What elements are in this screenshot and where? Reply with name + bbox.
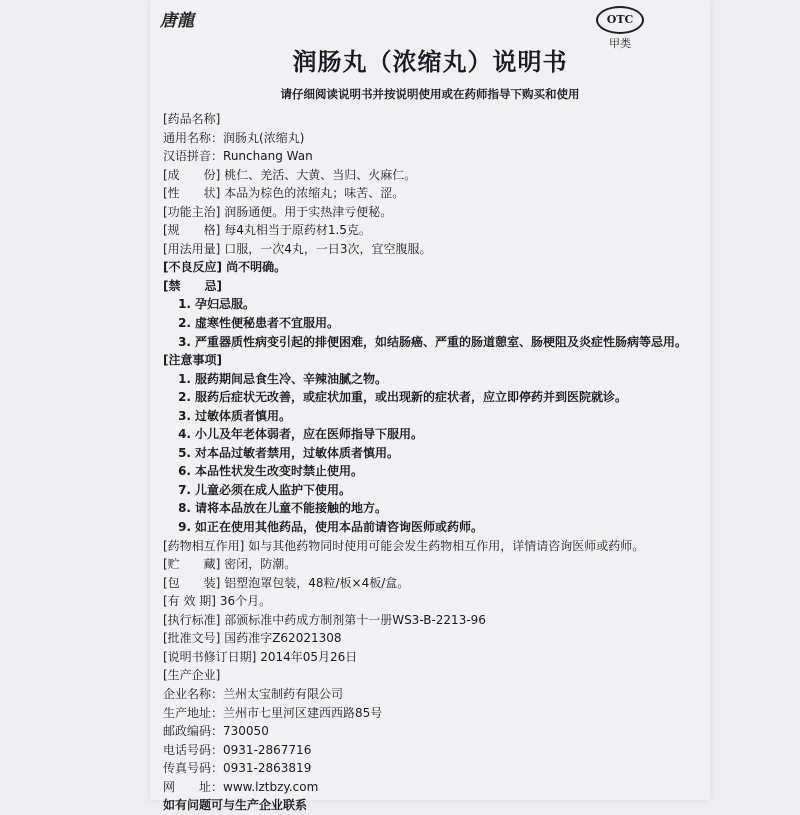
indications-label: [功能主治] bbox=[163, 204, 221, 219]
list-item-number: 4. bbox=[178, 427, 191, 442]
list-item bbox=[163, 444, 703, 463]
generic-name-value: 润肠丸(浓缩丸) bbox=[223, 130, 305, 145]
specification-label: [规 格] bbox=[163, 223, 221, 238]
list-item bbox=[163, 499, 703, 518]
validity-label: [有 效 期] bbox=[163, 594, 216, 609]
list-item-text: 如正在使用其他药品，使用本品前请咨询医师或药师。 bbox=[195, 520, 484, 535]
specification-row bbox=[163, 221, 703, 240]
interactions-value: 如与其他药物同时使用可能会发生药物相互作用，详情请咨询医师或药师。 bbox=[248, 538, 645, 553]
list-item bbox=[163, 333, 703, 352]
generic-name-row bbox=[163, 129, 703, 148]
address-row bbox=[163, 704, 703, 723]
approval-value: 国药准字Z62021308 bbox=[224, 631, 342, 646]
list-item-number: 9. bbox=[178, 520, 191, 535]
standard-label: [执行标准] bbox=[163, 612, 221, 627]
generic-name-label: 通用名称： bbox=[163, 130, 224, 145]
approval-row bbox=[163, 629, 703, 648]
website-label: 网 址： bbox=[163, 779, 224, 794]
list-item bbox=[163, 295, 703, 314]
otc-badge: OTC bbox=[596, 6, 644, 34]
packaging-row bbox=[163, 574, 703, 593]
otc-class-label: 甲类 bbox=[609, 37, 631, 50]
pinyin-row bbox=[163, 147, 703, 166]
list-item-text: 过敏体质者慎用。 bbox=[195, 408, 292, 423]
precautions-list bbox=[163, 370, 703, 537]
validity-value: 36个月。 bbox=[219, 594, 272, 609]
company-name-label: 企业名称： bbox=[163, 686, 224, 701]
specification-value: 每4丸相当于原药材1.5克。 bbox=[224, 223, 371, 238]
list-item-text: 服药后症状无改善，或症状加重，或出现新的症状者，应立即停药并到医院就诊。 bbox=[195, 390, 628, 405]
list-item bbox=[163, 425, 703, 444]
contraindications-heading: [禁 忌] bbox=[163, 278, 222, 293]
revision-row bbox=[163, 648, 703, 667]
contact-note: 如有问题可与生产企业联系 bbox=[163, 798, 308, 813]
appearance-label: [性 状] bbox=[163, 186, 221, 201]
revision-label: [说明书修订日期] bbox=[163, 649, 257, 664]
website-row bbox=[163, 778, 703, 797]
document-subtitle: 请仔细阅读说明书并按说明使用或在药师指导下购买和使用 bbox=[280, 87, 580, 101]
list-item-number: 5. bbox=[178, 445, 191, 460]
list-item bbox=[163, 407, 703, 426]
dosage-row bbox=[163, 240, 703, 259]
pinyin-value: Runchang Wan bbox=[223, 149, 313, 164]
postcode-label: 邮政编码： bbox=[163, 724, 224, 739]
document-title: 润肠丸（浓缩丸）说明书 bbox=[292, 48, 568, 76]
phone-row bbox=[163, 741, 703, 760]
manufacturer-heading: [生产企业] bbox=[163, 668, 221, 683]
address-value: 兰州市七里河区建西西路85号 bbox=[223, 705, 383, 720]
packaging-value: 铝塑泡罩包装，48粒/板×4板/盒。 bbox=[224, 575, 410, 590]
list-item bbox=[163, 481, 703, 500]
appearance-row bbox=[163, 184, 703, 203]
storage-row bbox=[163, 555, 703, 574]
precautions-heading: [注意事项] bbox=[163, 353, 222, 368]
fax-row bbox=[163, 759, 703, 778]
adverse-label: [不良反应] bbox=[163, 260, 222, 275]
ingredients-value: 桃仁、羌活、大黄、当归、火麻仁。 bbox=[224, 167, 417, 182]
fax-label: 传真号码： bbox=[163, 761, 224, 776]
indications-row bbox=[163, 203, 703, 222]
list-item bbox=[163, 314, 703, 333]
revision-value: 2014年05月26日 bbox=[260, 649, 358, 664]
list-item-number: 1. bbox=[178, 371, 191, 386]
interactions-row bbox=[163, 537, 703, 556]
list-item-text: 小儿及年老体弱者，应在医师指导下服用。 bbox=[195, 427, 424, 442]
pinyin-label: 汉语拼音： bbox=[163, 149, 224, 164]
dosage-value: 口服，一次4丸，一日3次，宜空腹服。 bbox=[224, 241, 432, 256]
leaflet-content bbox=[163, 110, 703, 815]
address-label: 生产地址： bbox=[163, 705, 224, 720]
packaging-label: [包 装] bbox=[163, 575, 221, 590]
list-item-number: 2. bbox=[178, 390, 191, 405]
list-item-number: 6. bbox=[178, 464, 191, 479]
list-item-number: 7. bbox=[178, 482, 191, 497]
adverse-row bbox=[163, 258, 703, 277]
list-item-text: 服药期间忌食生冷、辛辣油腻之物。 bbox=[195, 371, 388, 386]
indications-value: 润肠通便。用于实热津亏便秘。 bbox=[224, 204, 393, 219]
list-item-text: 请将本品放在儿童不能接触的地方。 bbox=[195, 501, 388, 516]
approval-label: [批准文号] bbox=[163, 631, 221, 646]
brand-logo: 唐龍 bbox=[160, 11, 194, 31]
company-name-value: 兰州太宝制药有限公司 bbox=[223, 686, 344, 701]
list-item bbox=[163, 370, 703, 389]
list-item-number: 1. bbox=[178, 297, 191, 312]
contraindications-list bbox=[163, 295, 703, 351]
postcode-row bbox=[163, 722, 703, 741]
appearance-value: 本品为棕色的浓缩丸；味苦、涩。 bbox=[224, 186, 405, 201]
list-item bbox=[163, 462, 703, 481]
phone-label: 电话号码： bbox=[163, 742, 224, 757]
storage-value: 密闭，防潮。 bbox=[224, 557, 297, 572]
list-item bbox=[163, 388, 703, 407]
ingredients-row bbox=[163, 166, 703, 185]
storage-label: [贮 藏] bbox=[163, 557, 221, 572]
list-item-number: 2. bbox=[178, 316, 191, 331]
website-value: www.lztbzy.com bbox=[223, 779, 319, 794]
dosage-label: [用法用量] bbox=[163, 241, 221, 256]
phone-value: 0931-2867716 bbox=[223, 742, 312, 757]
company-name-row bbox=[163, 685, 703, 704]
list-item-number: 8. bbox=[178, 501, 191, 516]
list-item-text: 严重器质性病变引起的排便困难，如结肠癌、严重的肠道憩室、肠梗阻及炎症性肠病等忌用。 bbox=[195, 334, 688, 349]
postcode-value: 730050 bbox=[223, 724, 269, 739]
fax-value: 0931-2863819 bbox=[223, 761, 312, 776]
adverse-value: 尚不明确。 bbox=[226, 260, 287, 275]
ingredients-label: [成 份] bbox=[163, 167, 221, 182]
list-item-text: 本品性状发生改变时禁止使用。 bbox=[195, 464, 364, 479]
list-item-text: 虚寒性便秘患者不宜服用。 bbox=[195, 316, 340, 331]
standard-value: 部颁标准中药成方制剂第十一册WS3-B-2213-96 bbox=[224, 612, 486, 627]
interactions-label: [药物相互作用] bbox=[163, 538, 245, 553]
list-item bbox=[163, 518, 703, 537]
standard-row bbox=[163, 611, 703, 630]
drug-name-heading: [药品名称] bbox=[163, 112, 221, 126]
list-item-number: 3. bbox=[178, 334, 191, 349]
list-item-text: 对本品过敏者禁用，过敏体质者慎用。 bbox=[195, 445, 400, 460]
list-item-text: 儿童必须在成人监护下使用。 bbox=[195, 482, 352, 497]
list-item-number: 3. bbox=[178, 408, 191, 423]
list-item-text: 孕妇忌服。 bbox=[195, 297, 256, 312]
validity-row bbox=[163, 592, 703, 611]
